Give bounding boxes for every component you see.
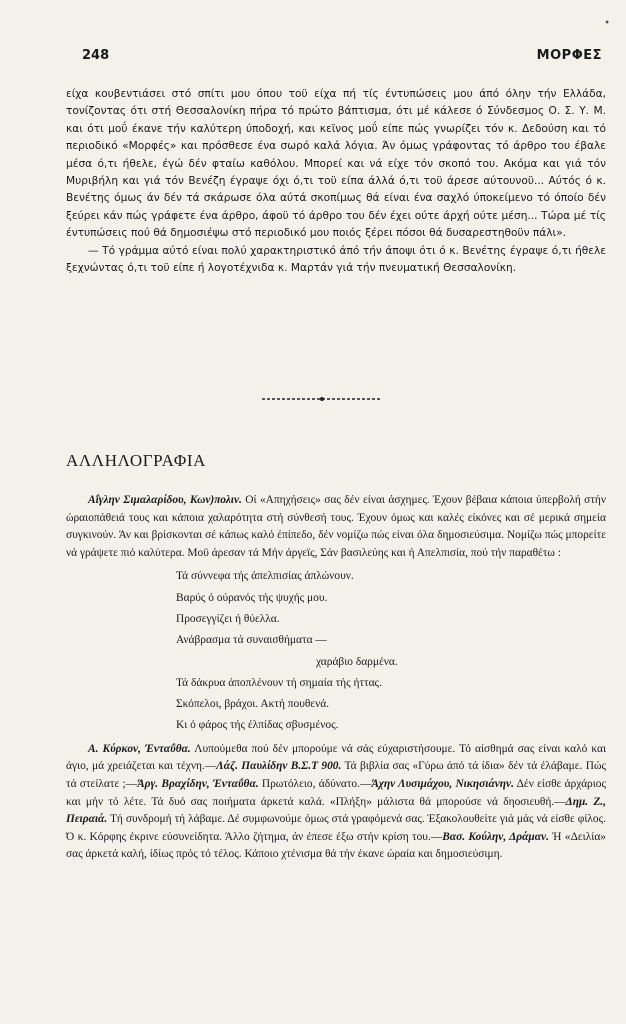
letter-addressee: Άχην Λυσιμάχου, Νικησιάνην. <box>371 777 514 790</box>
article-text <box>66 86 606 277</box>
letter-text: Τά βιβλία σας «Γύρω άπό τά ίδια» δέν τά έλάβαμε. Πώς τά στείλατε ;— <box>66 760 606 790</box>
letter-text: Λυπούμεθα πού δέν μπορούμε νά σάς εύχαριστήσουμε. Τό αίσθημά σας είναι καλό και άγιο, μά χρειάζεται και τέχνη.— <box>66 742 607 773</box>
page-header <box>0 18 626 68</box>
poem-line: Κι ό φάρος τής έλπίδας σβυσμένος. <box>176 719 339 732</box>
letter-addressee: Λάζ. Παυλίδην Β.Σ.Τ 900. <box>216 760 342 773</box>
correspondence <box>66 492 606 864</box>
letter-text: Ή «Δειλία» σας άρκετά καλή, ίδίως πρός τό τέλος. Κάποιο χτένισμα θά τήν έκανε ώραία και δημοσιεύσιμη. <box>66 830 606 861</box>
letter-addressee: Άργ. Βραχίδην, Ένταΰθα. <box>137 777 259 790</box>
quoted-poem <box>176 566 606 736</box>
letter-addressee: Δημ. Ζ., Πειραιά. <box>66 795 606 826</box>
poem-line: Βαρύς ό ούρανός τής ψυχής μου. <box>176 591 328 604</box>
article-paragraph: είχα κουβεντιάσει στό σπίτι μου όπου τοϋ είχα πή τίς έντυπώσεις μου άπό όλην τήν Ελλάδα, τονίζοντας ότι στή Θεσσαλονίκη πήρα τό πρώτο βάπτισμα, ότι μέ κάλεσε ό Σύνδεσμος Ο. Σ. Υ. Μ. και ότι μοΰ έκανε τήν καλύτερη ύποδοχή, και κεϊνος μοΰ είπε πώς γνωρίζει τόν κ. Δεδούση και τό περιοδικό «Μορφές» και πρόσθεσε ένα σωρό καλά λόγια. Άν όμως γράφοντας τό άρθρο του έβαλε μέσα ό,τι ήθελε, έγώ δέν φταίω καθόλου. Μπορεί και νά είχε τόν σκοπό του. Ακόμα και γιά τόν Μυριβήλη και γιά τόν Βενέζη έγραψε όχι ό,τι τοϋ είπα άλλά ό,τι τοϋ άρεσε αύτουνοϋ... Αύτός ό κ. Βενέτης όμως άν δέν τά σκάρωσε όλα αύτά σκοπίμως θά είναι ένα σαχλό ύποκείμενο τό όποίο δέν ξεύρει κάν πώς γράφετε ένα άρθρο, άφοϋ τό άρθρο του δέν έχει ούτε άρχή ούτε μέση... Τώρα μέ τίς έντυπώσεις πού θά δημοσιέψω στό περιοδικό μου ποιός ξέρει πόσοι θά δυσαρεστηθοϋν πάλι». <box>66 88 606 240</box>
letter-text: Δέν είσθε άρχάριος και μήν τό λέτε. Τά δυό σας ποιήματα άρκετά καλά. «Πλήξη» μάλιστα θά μπορούσε νά δηοσιευθή.— <box>66 777 606 808</box>
letter-addressee: Αΐγλην Σιμαλαρίδου, Κων)πολιν. <box>88 494 242 506</box>
letter-addressee: Α. Κύρκον, Ένταΰθα. <box>88 742 191 755</box>
letter-entry <box>66 492 606 562</box>
poem-line: χαράβιο δαρμένα. <box>316 655 398 668</box>
letter-text: Πρωτόλειο, άδύνατο.— <box>258 777 372 790</box>
page-mark: • <box>604 18 610 29</box>
page-number: 248 <box>82 48 110 63</box>
letter-text: Οί «Απηχήσεις» σας δέν είναι άσχημες. Έχουν βέβαια κάποια ύπερβολή στήν ώραιοπάθειά τους και κάποια χαλαρότητα στή σύνθεσή τους. Έχουν όμως και καλές είκόνες και σέ μερικά σημεία συγκινούν. Άν και βρίσκονται σέ κάπως καλό έπίπεδο, δέν νομίζω πώς είναι όλα δημοσιεύσιμα. Νομίζω πώς μπορείτε νά γράψετε πιό καλύτερα. Μοϋ άρεσαν τά Μήν άργεϊς, Σάν βασιλεύης και ή Απελπισία, πού τήν παραθέτω : <box>66 494 607 559</box>
article-paragraph: — Τό γράμμα αύτό είναι πολύ χαρακτηριστικό άπό τήν άποψι ότι ό κ. Βενέτης έγραψε ό,τι ήθελε ξεχνώντας ό,τι τοϋ είπε ή λογοτέχνιδα κ. Μαρτάν γιά τήν πνευματική Θεσσαλονίκη. <box>66 244 606 275</box>
poem-line: Τά σύννεφα τής άπελπισίας άπλώνουν. <box>176 570 354 583</box>
letter-entry <box>66 741 606 864</box>
journal-title: ΜΟΡΦΕΣ <box>536 48 602 63</box>
poem-line: Τά δάκρυα άποπλένουν τή σημαία τής ήττας. <box>176 676 382 689</box>
poem-line: Σκόπελοι, βράχοι. Ακτή πουθενά. <box>176 698 330 711</box>
section-divider-ornament <box>262 394 382 404</box>
section-title: ΑΛΛΗΛΟΓΡΑΦΙΑ <box>66 451 206 470</box>
poem-line: Προσεγγίζει ή θύελλα. <box>176 612 280 625</box>
poem-line: Ανάβρασμα τά συναισθήματα — <box>176 634 327 647</box>
letter-addressee: Βασ. Κούλην, Δράμαν. <box>442 830 549 843</box>
letter-text: Τή συνδρομή τή λάβαμε. Δέ συμφωνούμε όμως στά γραφόμενά σας. Έξακολουθείτε γιά μάς νά είσθε φίλος. Ό κ. Κόρφης έκρινε εύσυνείδητα. Άλλο ζήτημα, άν έπεσε έξω στήν κρίση του.— <box>66 813 606 843</box>
